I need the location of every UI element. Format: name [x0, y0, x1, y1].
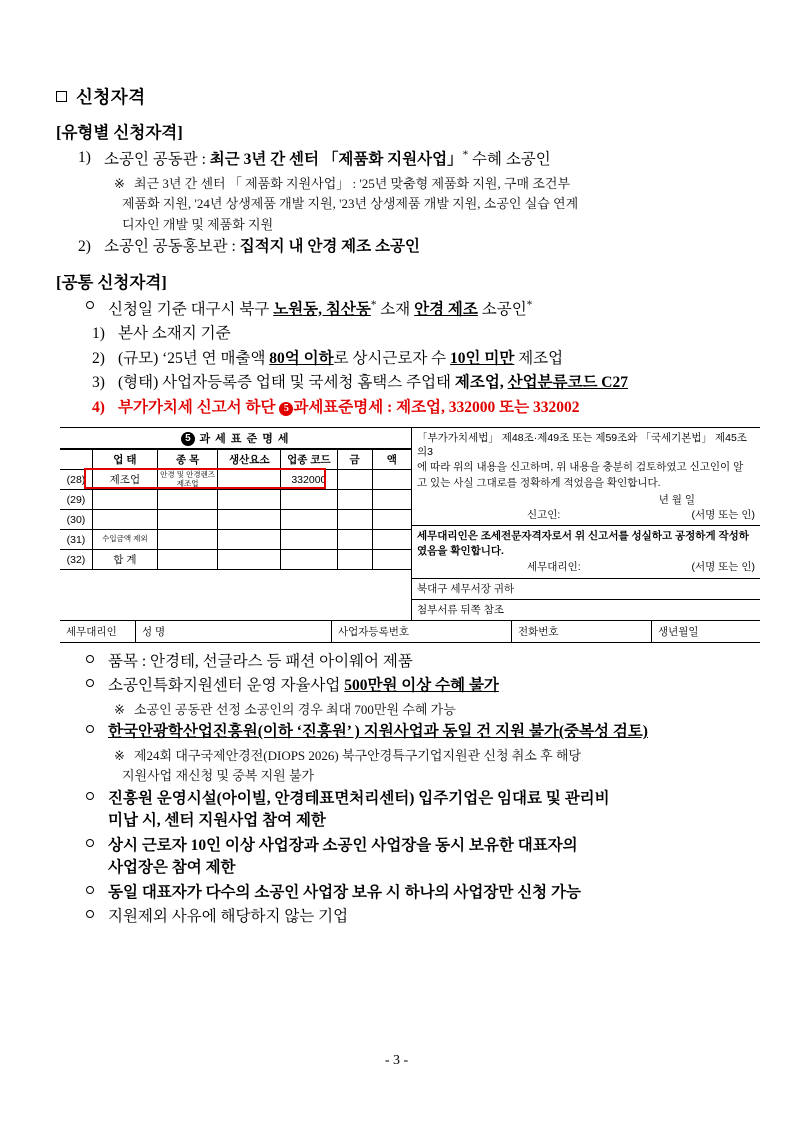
list-text	[104, 147, 746, 172]
header-jongmok: 종 목	[157, 450, 218, 470]
row-aek	[372, 550, 411, 570]
text-plain-3: 제조업	[514, 349, 564, 367]
table-row	[60, 490, 411, 510]
text-plain-2: 소재	[376, 300, 415, 318]
bottom-birth-label: 생년월일	[658, 625, 699, 638]
text-red-2: 과세표준명세 : 제조업, 332000 또는 332002	[293, 398, 580, 416]
divider	[412, 578, 760, 579]
tax-form-top	[60, 428, 760, 621]
list-item	[86, 882, 746, 904]
text-superscript-2: *	[526, 298, 533, 311]
row-uptae	[92, 510, 157, 530]
row-jongmok	[157, 530, 218, 550]
section-heading	[56, 84, 746, 109]
circle-bullet-icon	[86, 788, 108, 810]
text-plain: 소공인특화지원센터 운영 자율사업	[108, 677, 345, 695]
tax-office: 북대구 세무서장 귀하	[417, 582, 515, 595]
text-red-1: 부가가치세 신고서 하단	[118, 398, 280, 416]
divider	[412, 599, 760, 600]
text-underline-2: 10인 미만	[450, 349, 515, 367]
header-uptae: 업 태	[92, 450, 157, 470]
declarant-label: 신고인:	[527, 508, 561, 521]
table-row	[60, 550, 411, 570]
row-aek	[372, 530, 411, 550]
row-jongmok	[157, 490, 218, 510]
circled-number-icon: 5	[279, 402, 293, 416]
row-aek	[372, 510, 411, 530]
list-text	[104, 236, 746, 258]
type-qualification-heading: [유형별 신청자격]	[56, 123, 183, 142]
note-text: 소공인 공동관 선정 소공인의 경우 최대 700만원 수혜 가능	[134, 701, 456, 717]
list-text: 한국안광학산업진흥원(이하 ‘진흥원’ ) 지원사업과 동일 건 지원 불가(중복성 검토)	[108, 723, 648, 741]
row-uptae: 합 계	[92, 550, 157, 570]
note-line	[114, 174, 746, 194]
row-no: (29)	[60, 490, 92, 510]
row-no: (31)	[60, 530, 92, 550]
list-item	[92, 397, 746, 419]
list-item	[92, 372, 746, 394]
circle-bullet-icon	[86, 651, 108, 673]
text-underline-1: 노원동, 침산동	[273, 300, 371, 318]
list-marker: 4)	[92, 398, 105, 416]
list-text	[108, 788, 746, 833]
note-line	[122, 766, 746, 786]
row-no: (32)	[60, 550, 92, 570]
note-marker: ※	[114, 175, 125, 191]
text-bold-underline: 500만원 이상 수혜 불가	[344, 677, 499, 695]
table-header-row	[60, 450, 411, 470]
row-upjong-code	[281, 550, 337, 570]
note-text: 지원사업 재신청 및 중복 지원 불가	[122, 768, 315, 784]
table-row	[60, 530, 411, 550]
list-item	[86, 721, 746, 743]
text-line-2: 미납 시, 센터 지원사업 참여 제한	[108, 812, 326, 830]
note-text: 최근 3년 간 센터 「 제품화 지원사업」 : '25년 맞춤형 제품화 지원, 구매 조건부	[134, 175, 571, 191]
text-plain-2: 로 상시근로자 수	[333, 349, 451, 367]
signature-label-2: (서명 또는 인)	[691, 561, 755, 574]
table-row	[60, 510, 411, 530]
divider	[412, 525, 760, 526]
declaration-date: 년 월 일	[658, 493, 695, 506]
list-text	[118, 372, 746, 394]
text-underline-1: 80억 이하	[269, 349, 334, 367]
row-saengsan	[218, 510, 281, 530]
text-plain: 신청일 기준 대구시 북구	[108, 300, 274, 318]
list-text: 지원제외 사유에 해당하지 않는 기업	[108, 908, 349, 926]
signature-label-1: (서명 또는 인)	[691, 508, 755, 521]
circle-bullet-icon	[86, 906, 108, 928]
list-item	[92, 348, 746, 370]
text-bold-underline: 산업분류코드 C27	[507, 374, 629, 392]
header-blank	[60, 450, 92, 470]
bottom-name-label: 성 명	[136, 621, 332, 642]
circle-bullet-icon	[86, 721, 108, 743]
row-geum	[337, 490, 372, 510]
circle-bullet-icon	[86, 835, 108, 857]
tax-form-title	[60, 428, 411, 449]
text-plain-2: 수혜 소공인	[468, 151, 551, 169]
header-upjong-code: 업종 코드	[281, 450, 337, 470]
tax-form-left	[60, 428, 412, 620]
row-aek	[372, 470, 411, 490]
row-geum	[337, 470, 372, 490]
list-text	[108, 675, 746, 697]
declarant-row	[417, 508, 755, 522]
list-item	[78, 147, 746, 172]
circled-number-icon: 5	[181, 432, 195, 446]
list-text	[118, 348, 746, 370]
text-plain-3: 소공인	[477, 300, 527, 318]
row-upjong-code	[281, 530, 337, 550]
row-aek	[372, 490, 411, 510]
row-no: (30)	[60, 510, 92, 530]
common-qualification-heading: [공통 신청자격]	[56, 272, 167, 292]
row-upjong-code	[281, 510, 337, 530]
row-saengsan	[218, 470, 281, 490]
tax-form-right	[412, 428, 760, 620]
text-bold-1: 제조업,	[454, 374, 508, 392]
note-line	[122, 194, 746, 214]
text-line-1: 상시 근로자 10인 이상 사업장과 소공인 사업장을 동시 보유한 대표자의	[108, 836, 578, 854]
tax-form-bottom	[60, 621, 760, 642]
bottom-phone-label: 전화번호	[512, 621, 652, 642]
header-geum: 금	[337, 450, 372, 470]
text-plain: 소공인 공동관 :	[104, 151, 210, 169]
row-jongmok: 안경 및 안경렌즈 제조업	[157, 470, 218, 490]
note-text: 제24회 대구국제안경전(DIOPS 2026) 북구안경특구기업지원관 신청 취소 후 해당	[134, 747, 582, 763]
text-line-2: 사업장은 참여 제한	[108, 859, 236, 877]
tax-form-figure	[60, 427, 760, 643]
note-text: 디자인 개발 및 제품화 지원	[122, 216, 274, 232]
row-saengsan	[218, 530, 281, 550]
list-item	[86, 675, 746, 697]
list-item	[86, 788, 746, 833]
tax-form-table	[60, 449, 411, 570]
list-text: 품목 : 안경테, 선글라스 등 패션 아이웨어 제품	[108, 652, 413, 670]
list-item	[78, 236, 746, 258]
text-plain: (형태) 사업자등록증 업태 및 국세청 홈택스 주업태	[118, 374, 455, 392]
declaration-line-1: 에 따라 위의 내용을 신고하며, 위 내용을 충분히 검토하였고 신고인이 알	[417, 461, 744, 474]
attachment-note: 첨부서류 뒤쪽 참조	[417, 603, 504, 616]
agent-note-2: 였음을 확인합니다.	[417, 545, 504, 558]
bottom-biznum-label: 사업자등록번호	[332, 621, 512, 642]
list-item	[86, 906, 746, 928]
text-plain: 소공인 공동홍보관 :	[104, 238, 240, 256]
note-marker: ※	[114, 747, 125, 763]
row-upjong-code	[281, 490, 337, 510]
text-plain: (규모) ‘25년 연 매출액	[118, 349, 270, 367]
note-line	[122, 215, 746, 235]
bottom-agent-label: 세무대리인	[60, 621, 136, 642]
list-text: 본사 소재지 기준	[118, 325, 231, 343]
note-marker: ※	[114, 701, 125, 717]
list-item	[86, 651, 746, 673]
list-item	[86, 297, 746, 322]
text-line-1: 진흥원 운영시설(아이빌, 안경테표면처리센터) 입주기업은 임대료 및 관리비	[108, 789, 610, 807]
square-bullet-icon	[56, 91, 67, 102]
row-jongmok	[157, 510, 218, 530]
row-geum	[337, 530, 372, 550]
row-no: (28)	[60, 470, 92, 490]
agent-note-1: 세무대리인은 조세전문자격자로서 위 신고서를 성실하고 공정하게 작성하	[417, 530, 749, 543]
tax-form-title-text: 과 세 표 준 명 세	[199, 433, 290, 446]
list-item	[86, 835, 746, 880]
row-upjong-code: 332000	[281, 470, 337, 490]
circle-bullet-icon	[86, 675, 108, 697]
list-marker: 2)	[78, 238, 91, 256]
agent-row	[417, 560, 755, 574]
circle-bullet-icon	[86, 297, 108, 319]
text-underline-2: 안경 제조	[414, 300, 478, 318]
text-superscript: *	[462, 149, 469, 161]
list-text	[108, 297, 746, 322]
list-text	[118, 397, 746, 419]
table-row	[60, 470, 411, 490]
text-bold: 집적지 내 안경 제조 소공인	[239, 238, 420, 256]
list-text	[108, 835, 746, 880]
row-jongmok	[157, 550, 218, 570]
note-line	[114, 746, 746, 766]
text-bold: 최근 3년 간 센터 「제품화 지원사업」	[209, 151, 463, 169]
list-marker: 2)	[92, 349, 105, 367]
row-uptae: 수입금액 제외	[92, 530, 157, 550]
header-aek: 액	[372, 450, 411, 470]
list-marker: 1)	[78, 149, 91, 166]
row-saengsan	[218, 550, 281, 570]
page-number: - 3 -	[384, 1053, 409, 1068]
agent-label: 세무대리인:	[527, 561, 581, 574]
header-saengsan: 생산요소	[218, 450, 281, 470]
row-saengsan	[218, 490, 281, 510]
list-item	[92, 323, 746, 345]
note-text: 제품화 지원, '24년 상생제품 개발 지원, '23년 상생제품 개발 지원, 소공인 실습 연계	[122, 196, 579, 212]
row-uptae	[92, 490, 157, 510]
list-text: 동일 대표자가 다수의 소공인 사업장 보유 시 하나의 사업장만 신청 가능	[108, 883, 581, 901]
declaration-line-2: 고 있는 사실 그대로를 정확하게 적었음을 확인합니다.	[417, 476, 661, 489]
section-title: 신청자격	[76, 87, 146, 107]
document-content	[56, 84, 755, 931]
list-marker: 3)	[92, 374, 105, 392]
circle-bullet-icon	[86, 882, 108, 904]
row-geum	[337, 550, 372, 570]
text-superscript: *	[370, 298, 377, 311]
row-uptae: 제조업	[92, 470, 157, 490]
law-reference: 「부가가치세법」 제48조·제49조 또는 제59조와 「국세기본법」 제45조의3	[417, 432, 747, 459]
row-geum	[337, 510, 372, 530]
list-marker: 1)	[92, 325, 105, 343]
note-line	[114, 700, 746, 720]
